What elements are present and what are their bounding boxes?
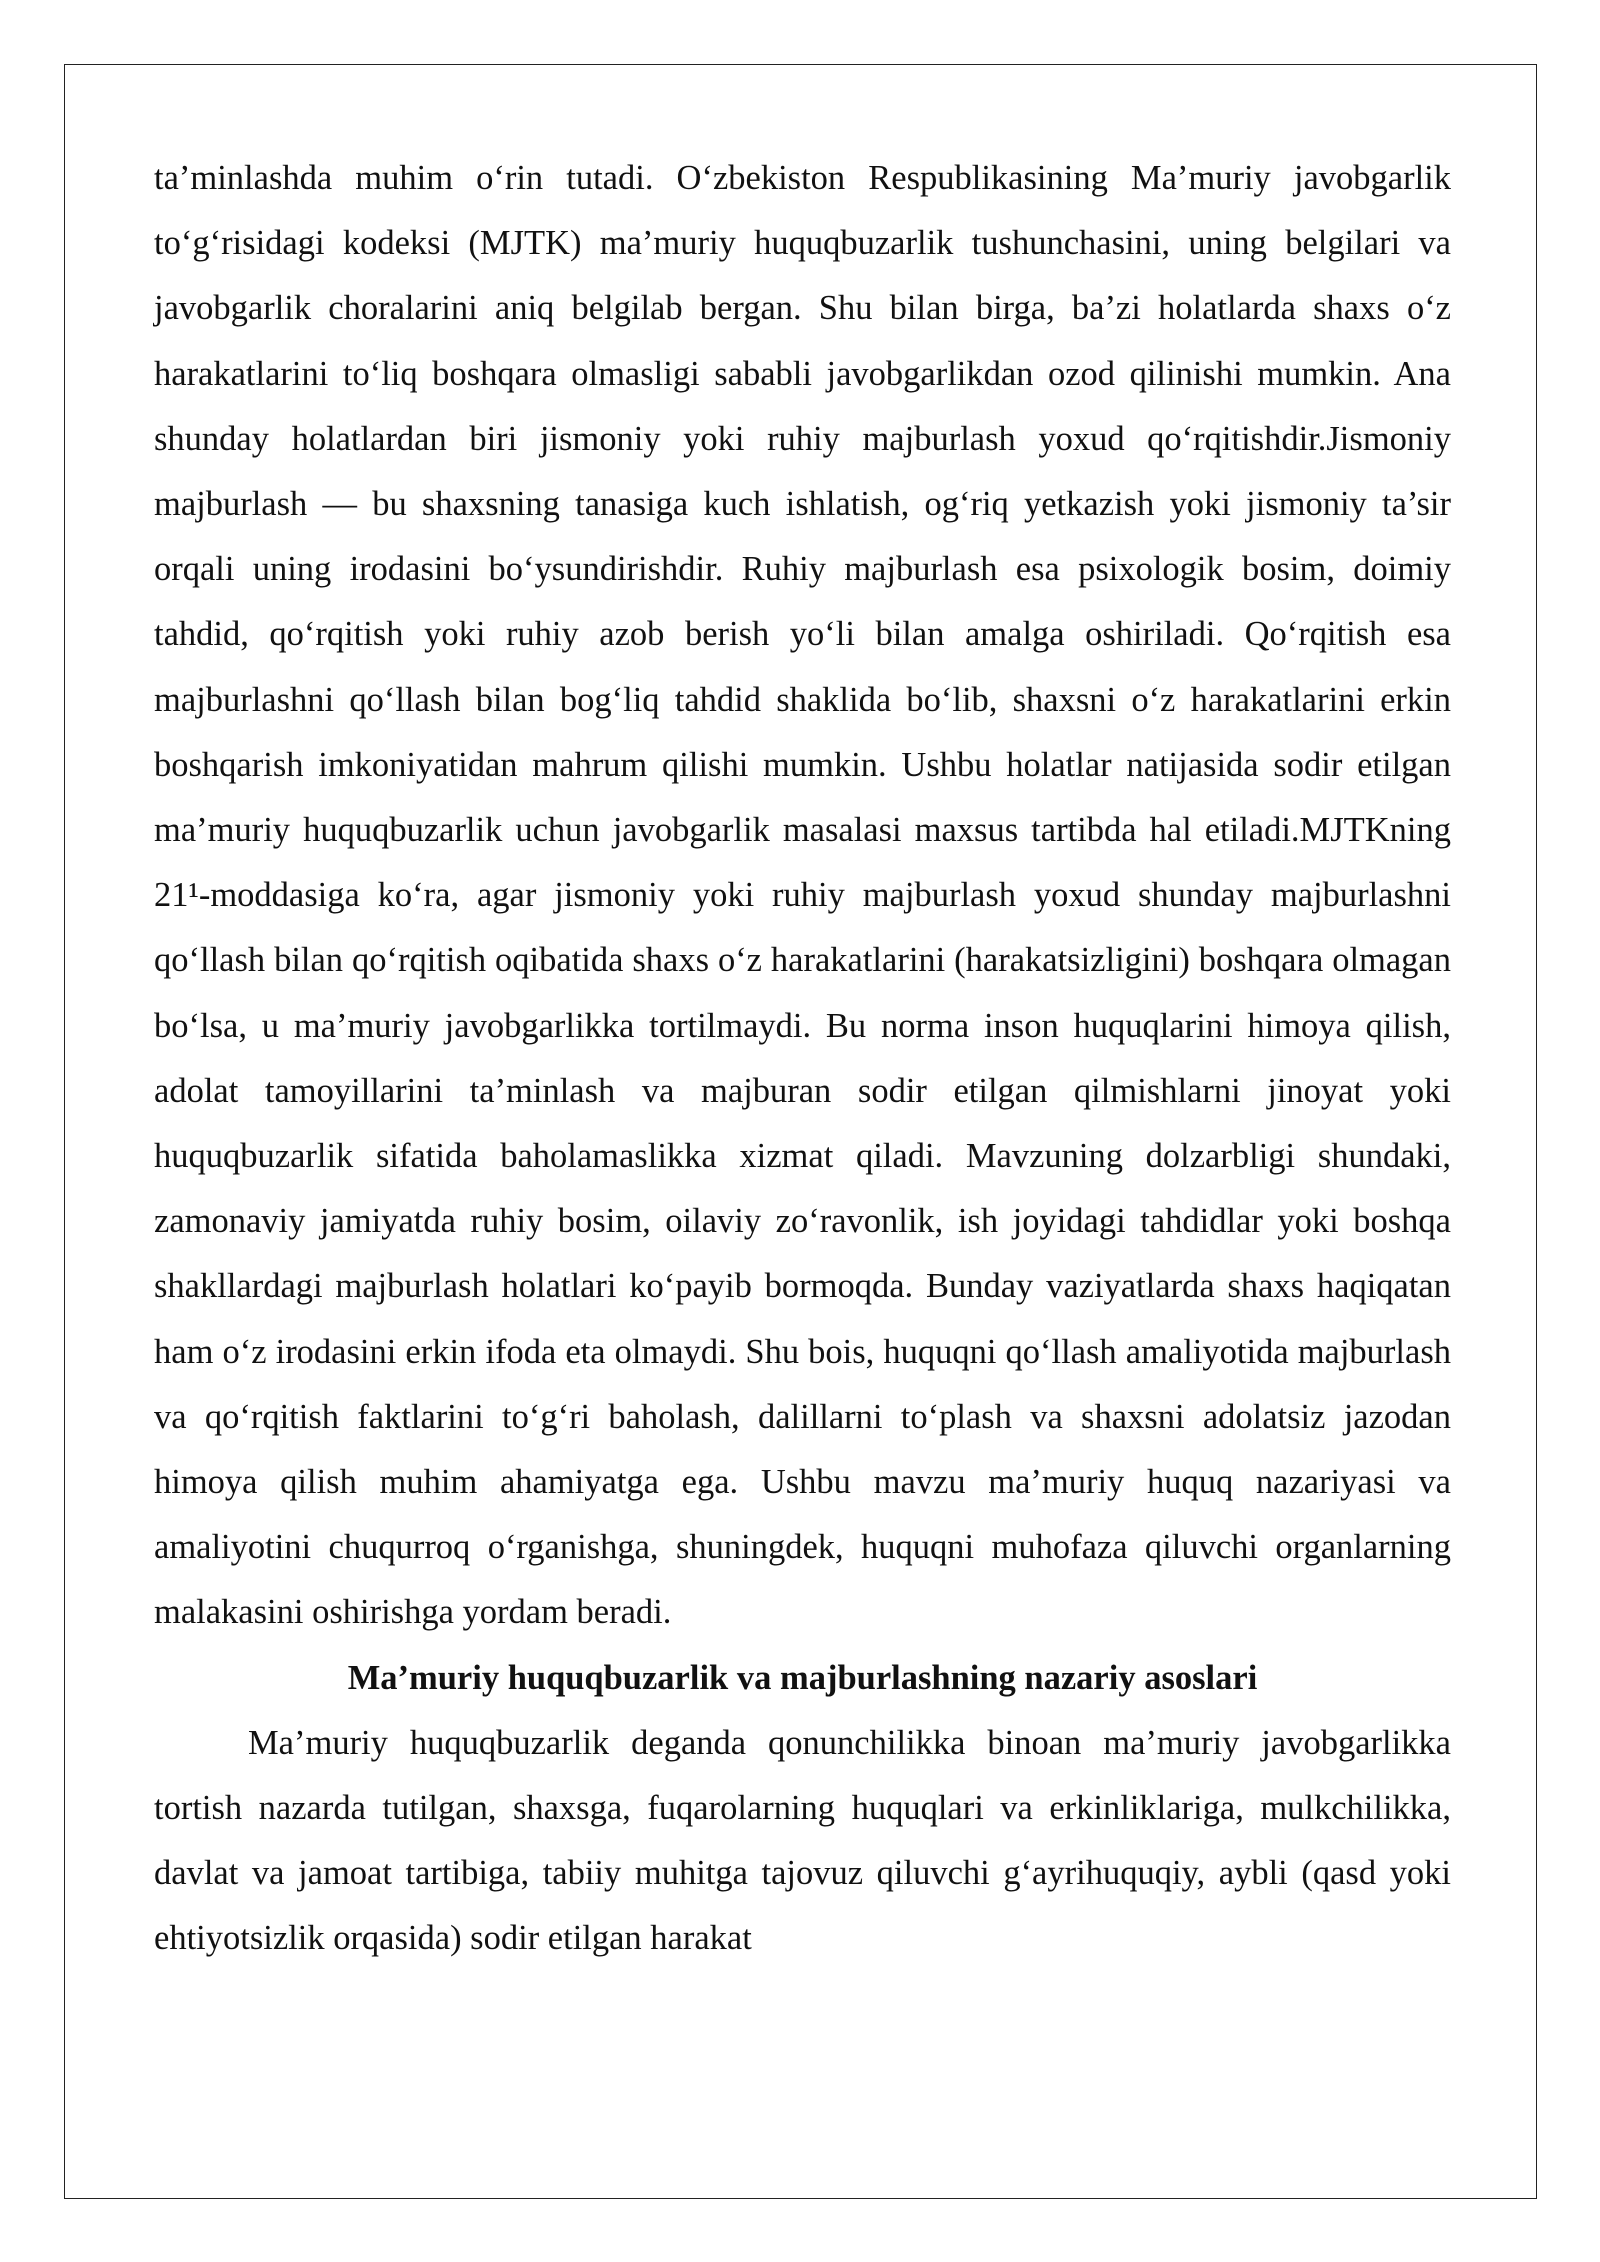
body-paragraph: Ma’muriy huquqbuzarlik deganda qonunchilikka binoan ma’muriy javobgarlikka tortish nazarda tutilgan, shaxsga, fuqarolarning huquqlari va erkinliklariga, mulkchilikka, davlat va jamoat tartibiga, tabiiy muhitga tajovuz qiluvchi g‘ayrihuquqiy, aybli (qasd yoki ehtiyotsizlik orqasida) sodir etilgan harakat (154, 1723, 1451, 1958)
body-paragraph: ta’minlashda muhim o‘rin tutadi. O‘zbekiston Respublikasining Ma’muriy javobgarlik to‘g‘risidagi kodeksi (MJTK) ma’muriy huquqbuzarlik tushunchasini, uning belgilari va javobgarlik choralarini aniq belgilab bergan. Shu bilan birga, ba’zi holatlarda shaxs o‘z harakatlarini to‘liq boshqara olmasligi sababli javobgarlikdan ozod qilinishi mumkin. Ana shunday holatlardan biri jismoniy yoki ruhiy majburlash yoxud qo‘rqitishdir.Jismoniy majburlash — bu shaxsning tanasiga kuch ishlatish, og‘riq yetkazish yoki jismoniy ta’sir orqali uning irodasini bo‘ysundirishdir. Ruhiy majburlash esa psixologik bosim, doimiy tahdid, qo‘rqitish yoki ruhiy azob berish yo‘li bilan amalga oshiriladi. Qo‘rqitish esa majburlashni qo‘llash bilan bog‘liq tahdid shaklida bo‘lib, shaxsni o‘z harakatlarini erkin boshqarish imkoniyatidan mahrum qilishi mumkin. Ushbu holatlar natijasida sodir etilgan ma’muriy huquqbuzarlik uchun javobgarlik masalasi maxsus tartibda hal etiladi.MJTKning 21¹-moddasiga ko‘ra, agar jismoniy yoki ruhiy majburlash yoxud shunday majburlashni qo‘llash bilan qo‘rqitish oqibatida shaxs o‘z harakatlarini (harakatsizligini) boshqara olmagan bo‘lsa, u ma’muriy javobgarlikka tortilmaydi. Bu norma inson huquqlarini himoya qilish, adolat tamoyillarini ta’minlash va majburan sodir etilgan qilmishlarni jinoyat yoki huquqbuzarlik sifatida baholamaslikka xizmat qiladi. Mavzuning dolzarbligi shundaki, zamonaviy jamiyatda ruhiy bosim, oilaviy zo‘ravonlik, ish joyidagi tahdidlar yoki boshqa shakllardagi majburlash holatlari ko‘payib bormoqda. Bunday vaziyatlarda shaxs haqiqatan ham o‘z irodasini erkin ifoda eta olmaydi. Shu bois, huquqni qo‘llash amaliyotida majburlash va qo‘rqitish faktlarini to‘g‘ri baholash, dalillarni to‘plash va shaxsni adolatsiz jazodan himoya qilish muhim ahamiyatga ega. Ushbu mavzu ma’muriy huquq nazariyasi va amaliyotini chuqurroq o‘rganishga, shuningdek, huquqni muhofaza qiluvchi organlarning malakasini oshirishga yordam beradi. (154, 159, 1451, 1632)
document-body (154, 146, 1451, 1972)
section-heading: Ma’muriy huquqbuzarlik va majburlashning nazariy asoslari (347, 1658, 1258, 1697)
